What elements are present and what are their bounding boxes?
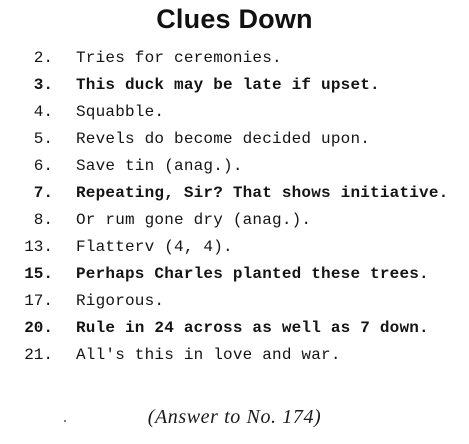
clue-text: All's this in love and war. <box>76 346 341 364</box>
clue-text: Squabble. <box>76 103 165 121</box>
clue-number: 4. <box>33 103 53 121</box>
clue-item <box>0 291 469 318</box>
clue-item <box>0 210 469 237</box>
clue-item <box>0 75 469 102</box>
clue-number: 3. <box>33 76 53 94</box>
clue-text: This duck may be late if upset. <box>76 76 380 94</box>
clue-number: 2. <box>33 49 53 67</box>
clue-number: 13. <box>24 238 53 256</box>
clue-number: 5. <box>33 130 53 148</box>
clue-item <box>0 183 469 210</box>
answer-reference-note: (Answer to No. 174) <box>147 406 322 428</box>
clue-number: 8. <box>33 211 53 229</box>
clue-text: Rule in 24 across as well as 7 down. <box>76 319 429 337</box>
clue-item <box>0 102 469 129</box>
clue-item <box>0 318 469 345</box>
clue-item <box>0 237 469 264</box>
clue-text: Revels do become decided upon. <box>76 130 371 148</box>
clue-list <box>0 48 469 372</box>
clue-text: Save tin (anag.). <box>76 157 243 175</box>
clue-number: 6. <box>33 157 53 175</box>
clue-number: 7. <box>33 184 53 202</box>
clue-text: Tries for ceremonies. <box>76 49 282 67</box>
clue-number: 20. <box>24 319 53 337</box>
clue-text: Or rum gone dry (anag.). <box>76 211 312 229</box>
page-title: Clues Down <box>156 4 313 34</box>
clue-number: 15. <box>24 265 53 283</box>
clue-number: 17. <box>24 292 53 310</box>
clue-item <box>0 156 469 183</box>
clue-item <box>0 264 469 291</box>
clue-item <box>0 345 469 372</box>
clue-item <box>0 48 469 75</box>
clue-item <box>0 129 469 156</box>
clue-text: Flatterv (4, 4). <box>76 238 233 256</box>
clue-text: Rigorous. <box>76 292 165 310</box>
clue-text: Perhaps Charles planted these trees. <box>76 265 429 283</box>
clue-text: Repeating, Sir? That shows initiative. <box>76 184 449 202</box>
clue-number: 21. <box>24 346 53 364</box>
